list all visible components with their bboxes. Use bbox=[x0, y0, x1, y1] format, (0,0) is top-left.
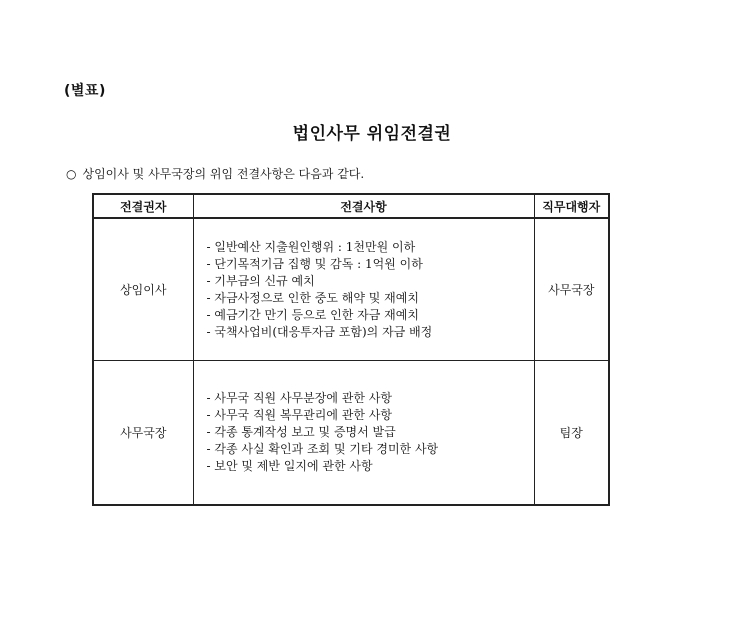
document-title: 법인사무 위임전결권 bbox=[292, 124, 452, 144]
deputy-cell: 팀장 bbox=[534, 361, 609, 506]
list-item: - 각종 사실 확인과 조회 및 기타 경미한 사항 bbox=[207, 441, 528, 458]
table-row bbox=[93, 218, 609, 361]
delegation-table bbox=[92, 193, 610, 506]
list-item: - 사무국 직원 복무관리에 관한 사항 bbox=[207, 407, 528, 424]
header-deputy: 직무대행자 bbox=[534, 194, 609, 218]
header-authority: 전결권자 bbox=[93, 194, 193, 218]
deputy-cell: 사무국장 bbox=[534, 218, 609, 361]
list-item: - 기부금의 신규 예치 bbox=[207, 273, 528, 290]
matters-cell bbox=[193, 361, 534, 506]
circle-bullet-icon: ○ bbox=[66, 167, 77, 181]
intro-text: 상임이사 및 사무국장의 위임 전결사항은 다음과 같다. bbox=[82, 167, 365, 181]
list-item: - 예금기간 만기 등으로 인한 자금 재예치 bbox=[207, 307, 528, 324]
list-item: - 자금사정으로 인한 중도 해약 및 재예치 bbox=[207, 290, 528, 307]
matters-list bbox=[207, 390, 528, 475]
matters-list bbox=[207, 239, 528, 341]
list-item: - 일반예산 지출원인행위 : 1천만원 이하 bbox=[207, 239, 528, 256]
table-row bbox=[93, 361, 609, 506]
list-item: - 국책사업비(대응투자금 포함)의 자금 배정 bbox=[207, 324, 528, 341]
header-matters: 전결사항 bbox=[193, 194, 534, 218]
table-header-row bbox=[93, 194, 609, 218]
list-item: - 각종 통계작성 보고 및 증명서 발급 bbox=[207, 424, 528, 441]
list-item: - 사무국 직원 사무분장에 관한 사항 bbox=[207, 390, 528, 407]
matters-cell bbox=[193, 218, 534, 361]
intro-paragraph bbox=[66, 165, 364, 182]
attachment-label: (별표) bbox=[64, 83, 106, 99]
authority-cell: 사무국장 bbox=[93, 361, 193, 506]
list-item: - 보안 및 제반 일지에 관한 사항 bbox=[207, 458, 528, 475]
authority-cell: 상임이사 bbox=[93, 218, 193, 361]
list-item: - 단기목적기금 집행 및 감독 : 1억원 이하 bbox=[207, 256, 528, 273]
